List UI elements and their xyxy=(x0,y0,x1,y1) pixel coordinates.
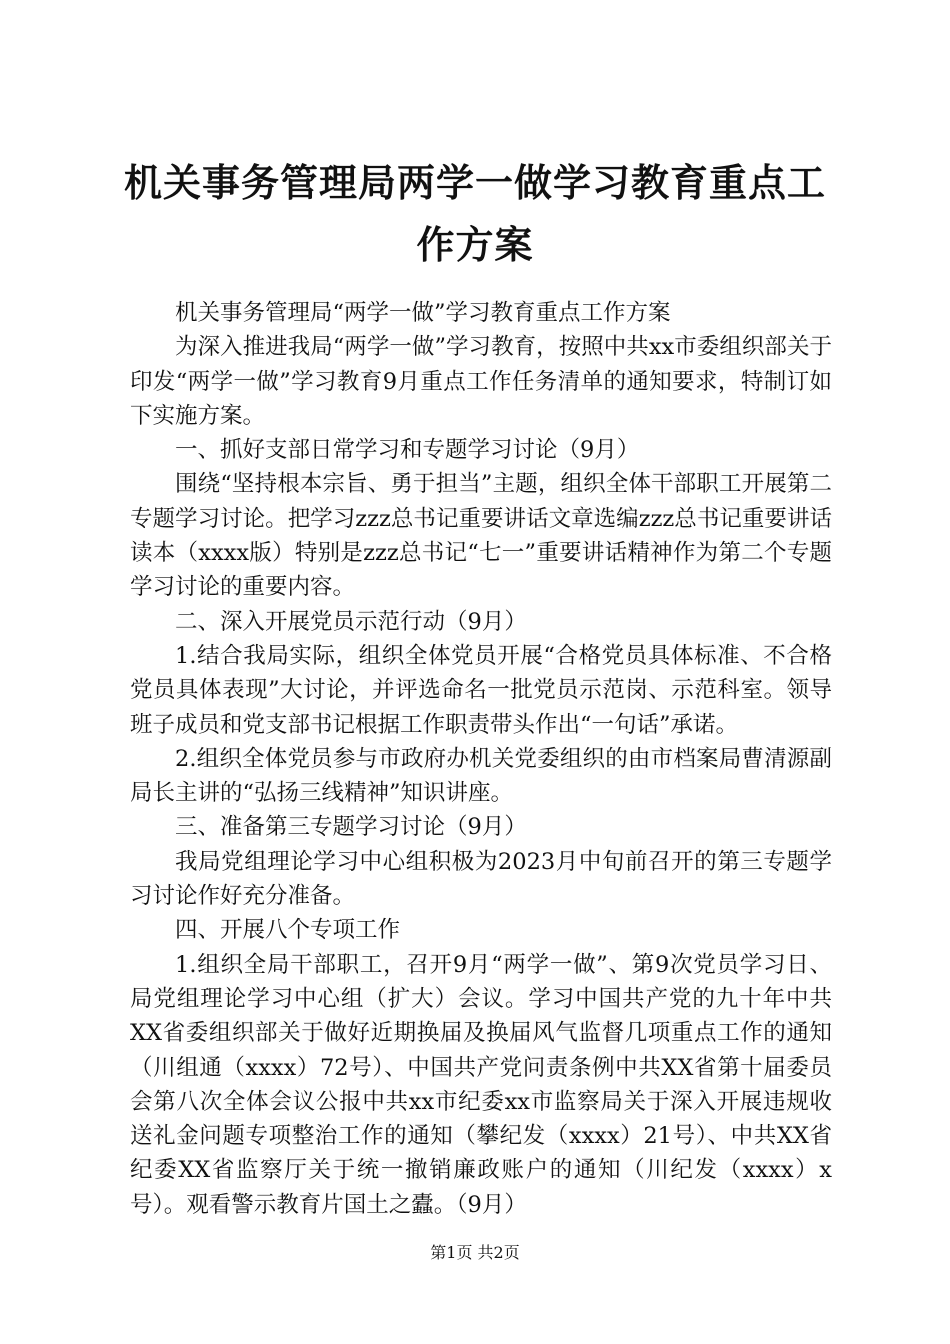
paragraph: 我局党组理论学习中心组积极为2023月中旬前召开的第三专题学习讨论作好充分准备。 xyxy=(130,848,832,910)
document-title: 机关事务管理局两学一做学习教育重点工作方案 xyxy=(123,160,826,267)
section-heading-4: 四、开展八个专项工作 xyxy=(175,917,401,944)
page-footer: 第1页 共2页 xyxy=(430,1243,520,1262)
paragraph-subtitle: 机关事务管理局“两学一做”学习教育重点工作方案 xyxy=(175,300,671,326)
paragraph: 1.组织全局干部职工，召开9月“两学一做”、第9次党员学习日、局党组理论学习中心组（扩大）会议。学习中国共产党的九十年中共XX省委组织部关于做好近期换届及换届风气监督几项重点工作的通知（川组通（xxxx）72号）、中国共产党问责条例中共XX省第十届委员会第八次全体会议公报中共xx市纪委xx市监察局关于深入开展违规收送礼金问题专项整治工作的通知（攀纪发（xxxx）21号）、中共XX省纪委XX省监察厅关于统一撤销廉政账户的通知（川纪发（xxxx）x号）。观看警示教育片国土之蠹。（9月） xyxy=(130,951,832,1218)
section-heading-2: 二、深入开展党员示范行动（9月） xyxy=(175,608,527,635)
section-heading-3: 三、准备第三专题学习讨论（9月） xyxy=(175,814,527,841)
paragraph-intro: 为深入推进我局“两学一做”学习教育，按照中共xx市委组织部关于印发“两学一做”学习教育9月重点工作任务清单的通知要求，特制订如下实施方案。 xyxy=(130,334,832,429)
section-heading-1: 一、抓好支部日常学习和专题学习讨论（9月） xyxy=(175,437,640,464)
paragraph: 1.结合我局实际，组织全体党员开展“合格党员具体标准、不合格党员具体表现”大讨论，并评选命名一批党员示范岗、示范科室。领导班子成员和党支部书记根据工作职责带头作出“一句话”承诺。 xyxy=(130,642,832,738)
paragraph: 2.组织全体党员参与市政府办机关党委组织的由市档案局曹清源副局长主讲的“弘扬三线精神”知识讲座。 xyxy=(130,745,832,807)
paragraph: 围绕“坚持根本宗旨、勇于担当”主题，组织全体干部职工开展第二专题学习讨论。把学习zzz总书记重要讲话文章选编zzz总书记重要讲话读本（xxxx版）特别是zzz总书记“七一”重要讲话精神作为第二个专题学习讨论的重要内容。 xyxy=(130,471,832,601)
document-body xyxy=(130,296,832,1222)
